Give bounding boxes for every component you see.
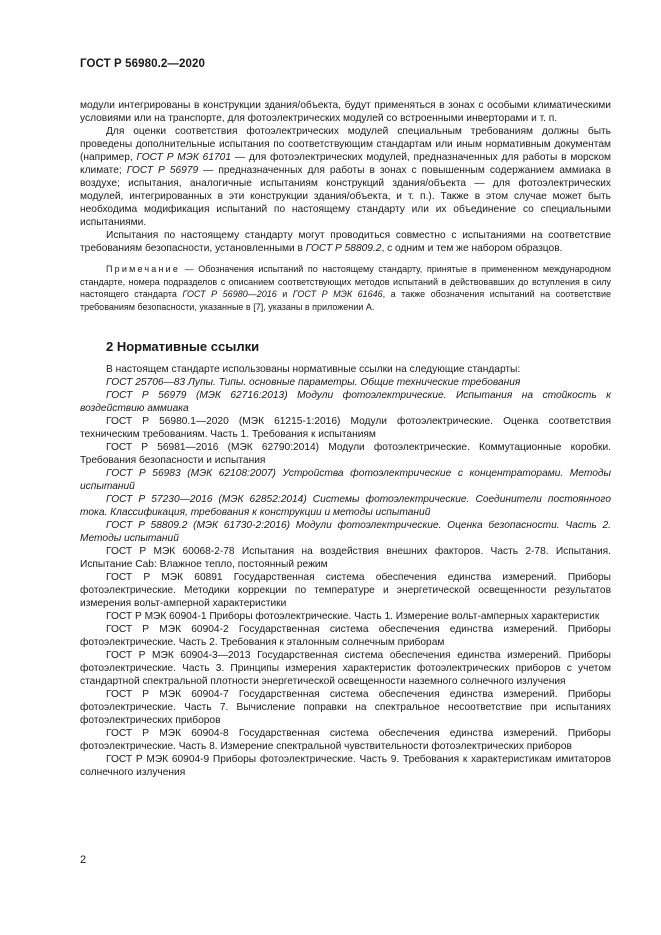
reference-item: ГОСТ Р 56980.1—2020 (МЭК 61215-1:2016) Модули фотоэлектрические. Оценка соответствия техническим требованиям. Часть 1. Требования к испытаниям <box>80 416 611 440</box>
document-header: ГОСТ Р 56980.2—2020 <box>80 58 205 70</box>
reference-item: ГОСТ Р МЭК 60904-1 Приборы фотоэлектрические. Часть 1. Измерение вольт-амперных характеристик <box>106 611 600 622</box>
text-run: , а также обозначения испытаний на соответствие требованиям безопасности, указанные в [7], указаны в приложении А. <box>80 289 611 312</box>
text-run: — для фотоэлектрических модулей, предназначенных для работы в морском климате; <box>80 152 611 176</box>
note-label: Примечание <box>106 264 181 274</box>
reference-item: ГОСТ Р 56983 (МЭК 62108:2007) Устройства фотоэлектрические с концентраторами. Методы испытаний <box>80 468 611 492</box>
intro-paragraph-3 <box>80 229 611 255</box>
reference-item: ГОСТ 25706—83 Лупы. Типы. основные параметры. Общие технические требования <box>106 377 521 388</box>
intro-paragraph-1: модули интегрированы в конструкции здания/объекта, будут применяться в зонах с особыми климатическими условиями или на транспорте, для фотоэлектрических модулей со встроенными инверторами и т. п. <box>80 100 611 124</box>
reference-gost-r-56980-2016: ГОСТ Р 56980—2016 <box>182 289 277 299</box>
intro-paragraph-2 <box>80 125 611 229</box>
reference-item: ГОСТ Р МЭК 60904-8 Государственная система обеспечения единства измерений. Приборы фотоэлектрические. Часть 8. Измерение спектральной чувствительности фотоэлектрических приборов <box>80 728 611 752</box>
text-run: и <box>276 289 293 299</box>
text-run: — предназначенных для работы в зонах с повышенным содержанием аммиака в воздухе; испытания, аналогичные испытаниям конструкций здания/объекта — для фотоэлектрических модулей, интегрированных в эти конструкции здания/объекта, и т. п.). Также в этом случае может быть необходима модификация испытаний по настоящему стандарту или их объединение со специальными испытаниями. <box>80 165 612 228</box>
text-run: , с одним и тем же набором образцов. <box>381 243 563 254</box>
reference-item: ГОСТ Р МЭК 60904-7 Государственная система обеспечения единства измерений. Приборы фотоэлектрические. Часть 7. Вычисление поправки на спектральное несоответствие при испытаниях фотоэлектрических приборов <box>80 689 611 726</box>
reference-gost-r-mek-61646: ГОСТ Р МЭК 61646 <box>292 289 383 299</box>
reference-gost-r-56979: ГОСТ Р 56979 <box>126 165 199 176</box>
reference-item: ГОСТ Р МЭК 60904-9 Приборы фотоэлектрические. Часть 9. Требования к характеристикам имитаторов солнечного излучения <box>80 754 611 778</box>
text-run: Испытания по настоящему стандарту могут проводиться совместно с испытаниями на соответствие требованиям безопасности, установленными в <box>80 230 611 254</box>
text-run: Для оценки соответствия фотоэлектрических модулей специальным требованиям должны быть проведены дополнительные испытания по соответствующим стандартам или иным нормативным документам (например, <box>80 126 611 163</box>
reference-gost-r-mek-61701: ГОСТ Р МЭК 61701 <box>136 152 232 163</box>
reference-item: ГОСТ Р 57230—2016 (МЭК 62852:2014) Системы фотоэлектрические. Соединители постоянного тока. Классификация, требования к конструкции и методы испытаний <box>80 494 611 518</box>
page-number: 2 <box>80 854 87 866</box>
note-paragraph <box>80 263 611 313</box>
reference-item: ГОСТ Р 56979 (МЭК 62716:2013) Модули фотоэлектрические. Испытания на стойкость к воздействию аммиака <box>80 390 611 414</box>
reference-item: ГОСТ Р 56981—2016 (МЭК 62790:2014) Модули фотоэлектрические. Коммутационные коробки. Требования безопасности и испытания <box>80 442 611 466</box>
page-body <box>80 99 611 779</box>
section-heading: 2 Нормативные ссылки <box>106 339 260 354</box>
reference-gost-r-58809-2: ГОСТ Р 58809.2 <box>305 243 382 254</box>
reference-item: ГОСТ Р 58809.2 (МЭК 61730-2:2016) Модули фотоэлектрические. Оценка безопасности. Часть 2. Методы испытаний <box>80 520 611 544</box>
text-run: — Обозначения испытаний по настоящему стандарту, принятые в примененном международном стандарте, номера подразделов с описанием соответствующих методов испытаний в действовавших до вступления в силу настоящего стандарта <box>80 264 611 299</box>
reference-item: ГОСТ Р МЭК 60904-2 Государственная система обеспечения единства измерений. Приборы фотоэлектрические. Часть 2. Требования к эталонным солнечным приборам <box>80 624 611 648</box>
reference-item: ГОСТ Р МЭК 60904-3—2013 Государственная система обеспечения единства измерений. Приборы фотоэлектрические. Часть 3. Принципы измерения характеристик фотоэлектрических приборов с учетом стандартной спектральной плотности энергетической освещенности наземного солнечного излучения <box>80 650 611 687</box>
reference-item: ГОСТ Р МЭК 60891 Государственная система обеспечения единства измерений. Приборы фотоэлектрические. Методики коррекции по температуре и энергетической освещенности результатов измерения вольт-амперной характеристики <box>80 572 611 609</box>
reference-item: ГОСТ Р МЭК 60068-2-78 Испытания на воздействия внешних факторов. Часть 2-78. Испытания. Испытание Cab: Влажное тепло, постоянный режим <box>80 546 611 570</box>
section-lead: В настоящем стандарте использованы нормативные ссылки на следующие стандарты: <box>106 364 521 375</box>
